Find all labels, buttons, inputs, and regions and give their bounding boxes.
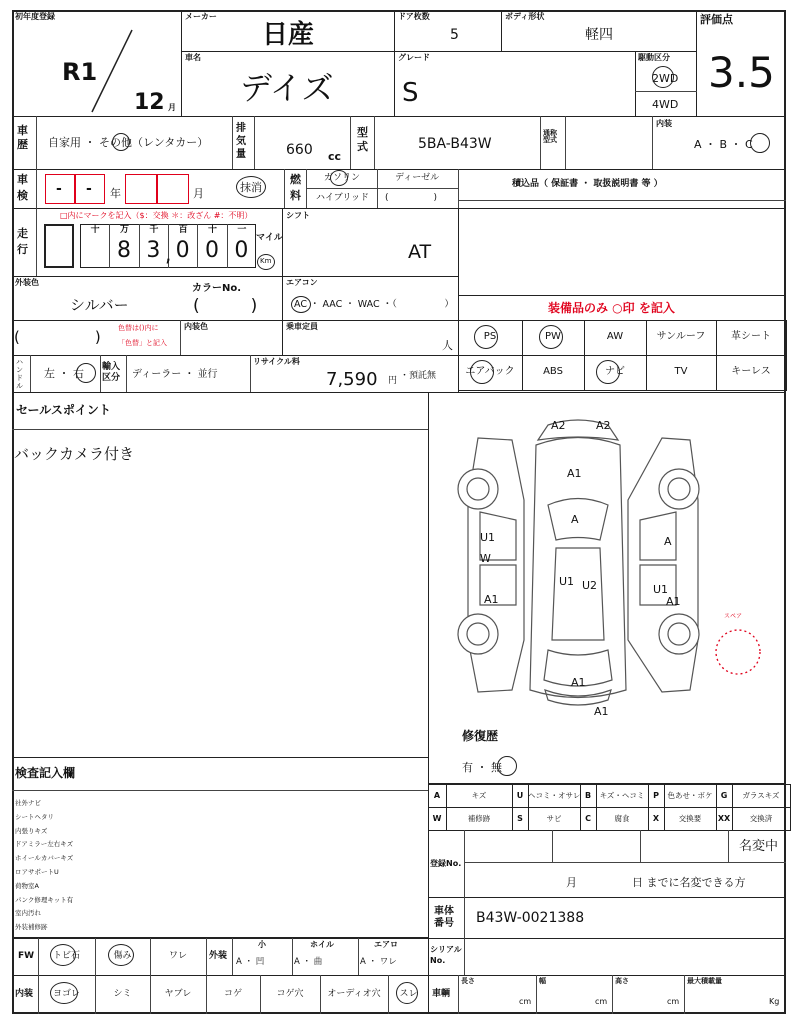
interior-item: ヨゴレ — [52, 989, 80, 999]
legend-text: A — [433, 791, 441, 800]
size-unit: cm — [667, 997, 680, 1006]
name-change: 名変中 — [739, 839, 779, 854]
fw-circle — [108, 944, 134, 966]
damage-mark: U2 — [582, 579, 598, 592]
divider — [728, 830, 729, 862]
color-note-1: 色替は()内に — [118, 324, 159, 332]
doors-value: 5 — [450, 27, 459, 43]
grade-label: グレード — [398, 53, 430, 62]
ext-header: 小 — [258, 940, 266, 949]
legend-text: キズ — [471, 791, 487, 800]
history-value: 自家用 ・ その他（レンタカー） — [48, 136, 209, 149]
fw-item: ワレ — [168, 951, 187, 961]
recycle-deposit: ・預託無 — [400, 371, 437, 381]
aircon-value: AC ・ AAC ・ WAC ・（ ） — [294, 299, 454, 310]
mileage-digit: 8 — [117, 238, 131, 263]
divider — [206, 938, 207, 976]
shift-label: シフト — [286, 211, 310, 220]
divider — [684, 975, 685, 1014]
interior-circle — [50, 982, 78, 1004]
legend-text: キズ・ヘコミ — [599, 791, 645, 800]
colorno-label: カラーNo. — [192, 283, 242, 294]
disp-unit: cc — [328, 150, 342, 163]
equipment-label: キーレス — [731, 366, 771, 377]
fw-label: FW — [18, 951, 35, 961]
inspection-note: ドアミラー左右キズ — [15, 840, 74, 849]
interior-item: コゲ — [223, 989, 242, 999]
legend-text: G — [720, 791, 728, 800]
score-label: 評価点 — [700, 13, 733, 26]
shaken-expired: 抹消 — [240, 181, 262, 194]
divider — [612, 975, 613, 1014]
divider — [464, 830, 465, 898]
ext-header: エアロ — [374, 940, 398, 949]
spare-label: スペア — [724, 613, 743, 620]
fw-item: 傷み — [113, 951, 132, 961]
colorno-paren: ( ) — [193, 296, 258, 316]
damage-mark: A — [571, 513, 579, 526]
damage-mark: A1 — [567, 467, 582, 480]
month-unit: 月 — [168, 103, 176, 112]
vin-value: B43W-0021388 — [476, 910, 585, 926]
recycle-value: 7,590 — [326, 369, 378, 390]
size-unit: cm — [595, 997, 608, 1006]
damage-mark: A2 — [596, 419, 611, 432]
drive-label: 駆動区分 — [638, 53, 670, 62]
inspection-note: 外装補修跡 — [15, 923, 48, 932]
disp-label: 排気量 — [236, 123, 246, 160]
vin-label: 車体番号 — [434, 906, 454, 929]
fuel-label: 燃料 — [290, 173, 301, 202]
type-value: 5BA-B43W — [418, 136, 492, 152]
repair-none-circle — [497, 756, 517, 776]
divider — [358, 938, 359, 976]
size-item-label: 長さ — [461, 977, 475, 985]
equipment-label: PS — [483, 331, 497, 342]
score-value: 3.5 — [708, 48, 775, 97]
divider — [292, 938, 293, 976]
equipment-label: AW — [606, 331, 624, 342]
interior-item: オーディオ穴 — [327, 989, 381, 999]
mileage-km: Km — [260, 257, 272, 265]
shaken-dash: - — [56, 181, 62, 197]
damage-mark: U1 — [653, 583, 669, 596]
damage-mark: A1 — [666, 595, 681, 608]
equipment-label: サンルーフ — [656, 331, 706, 342]
sales-label: セールスポイント — [16, 403, 111, 417]
accessories-label: 積込品（ 保証書 ・ 取扱説明書 等 ） — [512, 179, 663, 189]
equipment-label: TV — [674, 366, 688, 377]
drive-2wd: 2WD — [652, 72, 679, 85]
repair-value: 有 ・ 無 — [462, 761, 502, 774]
handle-label: ハンドル — [16, 358, 23, 390]
shaken-label: 車検 — [17, 173, 28, 202]
aircon-label: エアコン — [286, 278, 318, 287]
year-label: 初年度登録 — [15, 12, 55, 21]
recycle-label: リサイクル料 — [253, 357, 300, 366]
legend-text: 補修跡 — [467, 814, 491, 823]
interior-grades: A ・ B ・ C — [694, 138, 753, 151]
interior-label: 内装 — [15, 989, 34, 999]
size-unit: Kg — [769, 997, 780, 1006]
inspection-note: 内張りキズ — [15, 826, 48, 835]
import-label: 輸入区分 — [102, 362, 121, 383]
divider — [12, 790, 429, 791]
damage-mark: A1 — [484, 593, 499, 606]
equipment-label: PW — [545, 331, 561, 342]
legend-text: 交換済 — [749, 814, 773, 823]
ext-option: A ・ 曲 — [294, 957, 323, 967]
legend-text: B — [584, 791, 592, 800]
color-note-2: 「色替」と記入 — [118, 339, 167, 347]
mileage-digit: 0 — [205, 238, 219, 263]
damage-mark: W — [480, 552, 491, 565]
serial-label: シリアルNo. — [430, 945, 462, 965]
import-value: ディーラー ・ 並行 — [132, 369, 218, 380]
repair-label: 修復歴 — [462, 729, 499, 743]
fuel-gas: ガソリン — [324, 173, 361, 183]
fw-circle — [50, 944, 76, 966]
inspection-note: 室内汚れ — [15, 909, 41, 918]
divider — [552, 830, 553, 862]
model-label: 車名 — [185, 53, 201, 62]
divider — [458, 975, 459, 1014]
damage-mark: A2 — [551, 419, 566, 432]
legend-text: ガラスキズ — [742, 791, 780, 800]
inspection-note: パンク修理キット有 — [15, 895, 74, 904]
equipment-label: エアバック — [465, 366, 515, 377]
equipment-label: ABS — [543, 366, 563, 377]
divider — [536, 975, 537, 1014]
digit-comma: , — [165, 242, 172, 266]
digit-unit-label: 百 — [178, 225, 188, 235]
drive-4wd: 4WD — [652, 98, 679, 111]
digit-unit-label: 十 — [90, 225, 100, 235]
serial-cell — [428, 938, 786, 976]
interior-item: スレ — [399, 989, 418, 999]
body-value: 軽四 — [585, 27, 613, 43]
digit-unit-label: 万 — [120, 225, 130, 235]
year-month: 12 — [134, 90, 165, 115]
reg-label: 登録No. — [430, 859, 462, 868]
fuel-diesel: ディーゼル — [395, 173, 440, 183]
divider — [464, 897, 465, 939]
inspection-box — [12, 757, 429, 938]
color-change-paren: ( ) — [14, 328, 101, 346]
ext-label: 外装 — [209, 951, 228, 961]
divider — [640, 830, 641, 862]
fw-item: トビ石 — [52, 951, 80, 961]
divider — [232, 938, 233, 976]
inspection-note: 荷物室A — [15, 881, 39, 890]
mileage-digit: 0 — [234, 238, 249, 263]
digit-unit-label: 十 — [208, 225, 218, 235]
legend-text: U — [516, 791, 524, 800]
maker-value: 日産 — [262, 20, 315, 50]
equipment-label: ナビ — [605, 366, 625, 377]
size-item-label: 最大積載量 — [687, 977, 722, 985]
common-type-label: 通称型式 — [543, 129, 557, 144]
size-unit: cm — [519, 997, 532, 1006]
shaken-dash: - — [86, 181, 92, 197]
mileage-label: 走行 — [17, 227, 28, 256]
body-label: ボディ形状 — [505, 12, 545, 21]
reg-deadline: 月 日 までに名変できる方 — [566, 876, 746, 889]
passengers-unit: 人 — [442, 339, 453, 352]
recycle-unit: 円 — [388, 376, 398, 386]
legend-text: ヘコミ・オサレ — [528, 791, 581, 800]
damage-mark: A1 — [594, 705, 609, 718]
grade-value: S — [402, 78, 419, 108]
mileage-note: □内にマークを記入（$：交換 ＊：改ざん #：不明） — [60, 211, 253, 220]
history-label: 車歴 — [17, 124, 28, 151]
passengers-label: 乗車定員 — [286, 322, 318, 331]
size-item-label: 幅 — [539, 977, 546, 985]
shaken-year-unit: 年 — [110, 187, 121, 200]
legend-text: P — [653, 791, 659, 800]
ext-header: ホイル — [310, 940, 334, 949]
ext-option: A ・ ワレ — [360, 957, 397, 967]
year-era: R1 — [62, 58, 98, 86]
damage-mark: A1 — [571, 676, 586, 689]
shaken-month-unit: 月 — [193, 187, 204, 200]
handle-value: 左 ・ 右 — [44, 367, 84, 380]
sales-text: バックカメラ付き — [14, 445, 135, 463]
legend-text: 腐食 — [614, 814, 630, 823]
inspection-note: シートヘタリ — [15, 812, 54, 821]
interior-circle — [396, 982, 418, 1004]
color-label: 外装色 — [15, 278, 39, 287]
inspection-note: 社外ナビ — [15, 799, 41, 807]
legend-text: 色あせ・ボケ — [667, 791, 713, 800]
inspection-note: ロアサポートU — [15, 868, 59, 876]
interior-item: コゲ穴 — [276, 989, 304, 999]
model-value: デイズ — [240, 69, 334, 107]
size-label: 車輌 — [432, 989, 451, 999]
fuel-other: ( ) — [385, 193, 438, 203]
legend-text: XX — [717, 814, 731, 823]
interior-item: ヤブレ — [164, 989, 192, 999]
size-cell — [428, 975, 786, 1014]
interior-label: 内装 — [656, 119, 672, 128]
ext-option: A ・ 凹 — [236, 957, 265, 967]
digit-unit-label: 一 — [237, 225, 247, 235]
divider — [464, 938, 465, 976]
digit-unit-label: 千 — [149, 225, 159, 235]
divider — [464, 862, 786, 863]
legend-text: C — [585, 814, 591, 823]
type-label: 型式 — [357, 126, 368, 153]
legend-text: S — [517, 814, 523, 823]
maker-label: メーカー — [185, 12, 217, 21]
inspection-note: ホイールカバーキズ — [15, 854, 74, 863]
mileage-mile: マイル — [256, 233, 283, 243]
legend-text: 交換要 — [678, 814, 702, 823]
int-color-label: 内装色 — [184, 322, 208, 331]
inspection-title: 検査記入欄 — [15, 766, 76, 780]
damage-mark: U1 — [480, 531, 496, 544]
interior-item: シミ — [113, 989, 132, 999]
fuel-hybrid: ハイブリッド — [316, 193, 370, 203]
mileage-digit: 3 — [146, 238, 161, 263]
damage-mark: A — [664, 535, 672, 548]
size-item-label: 高さ — [615, 977, 629, 985]
shift-value: AT — [408, 241, 432, 263]
legend-text: X — [652, 814, 660, 823]
legend-text: W — [432, 814, 442, 823]
color-value: シルバー — [70, 296, 129, 314]
mileage-digit: 0 — [175, 238, 190, 263]
doors-label: ドア枚数 — [398, 12, 430, 21]
legend-text: サビ — [546, 814, 562, 823]
equipment-label: 革シート — [731, 331, 771, 342]
disp-value: 660 — [286, 142, 313, 158]
damage-mark: U1 — [559, 575, 575, 588]
equip-header: 装備品のみ ○印 を記入 — [548, 301, 675, 315]
